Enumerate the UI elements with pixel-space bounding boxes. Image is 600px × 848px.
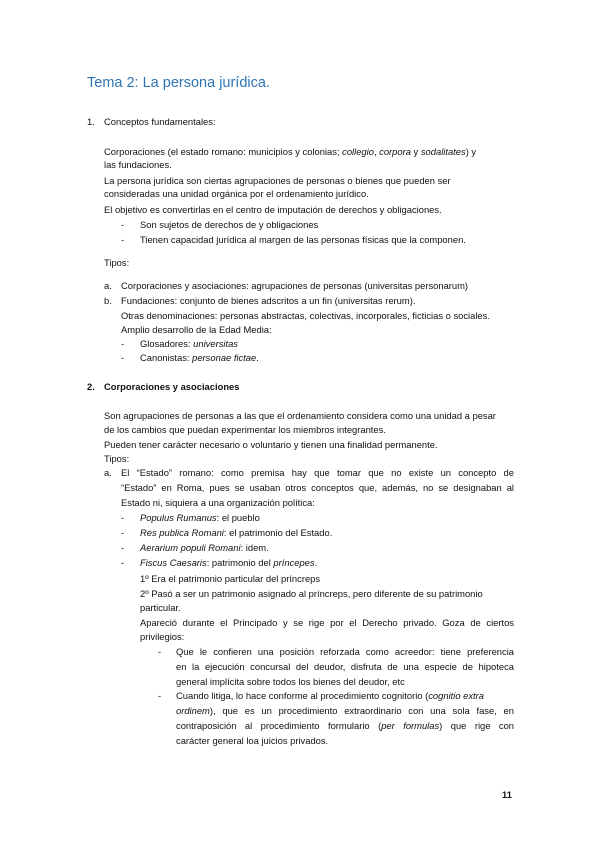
item-res-publica	[140, 527, 332, 539]
estado-line-3: Estado ni, siquiera a una organización política:	[121, 497, 315, 508]
page-number: 11	[502, 789, 512, 800]
aerarium-def: : idem.	[240, 542, 269, 553]
era-2-line-2: particular.	[140, 602, 181, 613]
canonistas-end: .	[256, 352, 259, 363]
bullet-capacidad: Tienen capacidad jurídica al margen de las personas físicas que la componen.	[140, 234, 466, 245]
estado-line-1: El “Estado” romano: como premisa hay que tomar que no existe un concepto de	[121, 467, 514, 478]
glosadores-item	[140, 338, 238, 350]
dash-marker: -	[121, 557, 125, 568]
privilegio-2-line-4: carácter general loa juicios privados.	[176, 735, 329, 746]
fiscus-principes: príncepes	[273, 557, 315, 568]
corporaciones-line-2: las fundaciones.	[104, 159, 172, 170]
amplio-desarrollo: Amplio desarrollo de la Edad Media:	[121, 324, 272, 335]
ordinem-term: ordinem	[176, 705, 210, 716]
objective-line: El objetivo es convertirlas en el centro de imputación de derechos y obligaciones.	[104, 204, 442, 215]
tipo-fundaciones: Fundaciones: conjunto de bienes adscritos a un fin (universitas rerum).	[121, 295, 416, 306]
privilegio-2-line-1	[176, 690, 484, 702]
aparecio-line-1: Apareció durante el Principado y se rige por el Derecho privado. Goza de ciertos	[140, 617, 514, 628]
populus-def: : el pueblo	[216, 512, 260, 523]
privilegio-2-line-2	[176, 705, 514, 717]
corp-sep: ,	[373, 146, 380, 157]
corp-collegio: collegio	[342, 146, 374, 157]
populus-term: Populus Rumanus	[140, 512, 217, 523]
res-publica-term: Res publica Romani	[140, 527, 224, 538]
dash-marker: -	[121, 234, 125, 245]
s2-list-marker-a: a.	[104, 467, 112, 478]
item-aerarium	[140, 542, 269, 554]
corp-corpora: corpora	[379, 146, 411, 157]
s2-tipos-label: Tipos:	[104, 453, 130, 464]
dash-marker: -	[158, 646, 162, 657]
section-1-heading: Conceptos fundamentales:	[104, 116, 216, 127]
canonistas-term: personae fictae	[192, 352, 257, 363]
dash-marker: -	[158, 690, 162, 701]
canonistas-label: Canonistas:	[140, 352, 193, 363]
item-populus	[140, 512, 260, 524]
res-publica-def: : el patrimonio del Estado.	[223, 527, 333, 538]
dash-marker: -	[121, 542, 125, 553]
privilegio-2-line-3	[176, 720, 514, 732]
fiscus-term: Fiscus Caesaris	[140, 557, 207, 568]
dash-marker: -	[121, 338, 125, 349]
privilegio-1-line-2: en la ejecución concursal del deudor, disfruta de una especie de hipoteca	[176, 661, 514, 672]
glosadores-label: Glosadores:	[140, 338, 194, 349]
fiscus-def: : patrimonio del	[206, 557, 274, 568]
dash-marker: -	[121, 219, 125, 230]
list-marker-a: a.	[104, 280, 112, 291]
dash-marker: -	[121, 352, 125, 363]
corp-y: y	[410, 146, 421, 157]
privilegio-2-text: Cuando litiga, lo hace conforme al procedimiento cognitorio (	[176, 690, 429, 701]
aparecio-line-2: privilegios:	[140, 631, 185, 642]
corp-text: Corporaciones (el estado romano: municipios y colonias;	[104, 146, 343, 157]
tipo-corporaciones: Corporaciones y asociaciones: agrupaciones de personas (universitas personarum)	[121, 280, 469, 291]
glosadores-term: universitas	[193, 338, 238, 349]
privilegio-2-text: ) que rige con	[439, 720, 515, 731]
tipos-label: Tipos:	[104, 257, 130, 268]
otras-denominaciones: Otras denominaciones: personas abstractas, colectivas, incorporales, ficticias o sociales.	[121, 310, 490, 321]
section-2-number: 2.	[87, 381, 95, 392]
page-title: Tema 2: La persona jurídica.	[87, 75, 270, 91]
fiscus-end: .	[314, 557, 318, 568]
section-2-heading: Corporaciones y asociaciones	[104, 381, 240, 392]
definition-line-1: La persona jurídica son ciertas agrupaciones de personas o bienes que pueden ser	[104, 175, 451, 186]
item-fiscus	[140, 557, 317, 569]
section-1-number: 1.	[87, 116, 95, 127]
list-marker-b: b.	[104, 295, 112, 306]
s2-p1-line-1: Son agrupaciones de personas a las que el ordenamiento considera como una unidad a pesar	[104, 410, 496, 421]
era-2-line-1: 2º Pasó a ser un patrimonio asignado al príncreps, pero diferente de su patrimonio	[140, 588, 483, 599]
corp-sodalitates: sodalitates	[420, 146, 466, 157]
s2-p2: Pueden tener carácter necesario o voluntario y tienen una finalidad permanente.	[104, 439, 438, 450]
definition-line-2: consideradas una unidad orgánica por el ordenamiento jurídico.	[104, 188, 369, 199]
dash-marker: -	[121, 512, 125, 523]
corp-end: ) y	[465, 146, 477, 157]
era-1: 1º Era el patrimonio particular del príncreps	[140, 573, 321, 584]
estado-line-2: “Estado” en Roma, pues se usaban otros conceptos que, además, no se designaban al	[121, 482, 514, 493]
privilegio-1-line-3: general implícita sobre todos los bienes del deudor, etc	[176, 676, 405, 687]
aerarium-term: Aerarium populi Romani	[140, 542, 241, 553]
privilegio-2-text: ), que es un procedimiento extraordinario con una sola fase, en	[209, 705, 514, 716]
bullet-sujetos: Son sujetos de derechos de y obligaciones	[140, 219, 319, 230]
per-formulas-term: per formulas	[381, 720, 440, 731]
corporaciones-line-1	[104, 146, 476, 158]
privilegio-2-text: contraposición al procedimiento formulario (	[176, 720, 382, 731]
dash-marker: -	[121, 527, 125, 538]
privilegio-1-line-1: Que le confieren una posición reforzada como acreedor: tiene preferencia	[176, 646, 514, 657]
canonistas-item	[140, 352, 259, 364]
cognitio-term: cognitio extra	[428, 690, 484, 701]
s2-p1-line-2: de los cambios que puedan experimentar los miembros integrantes.	[104, 424, 386, 435]
